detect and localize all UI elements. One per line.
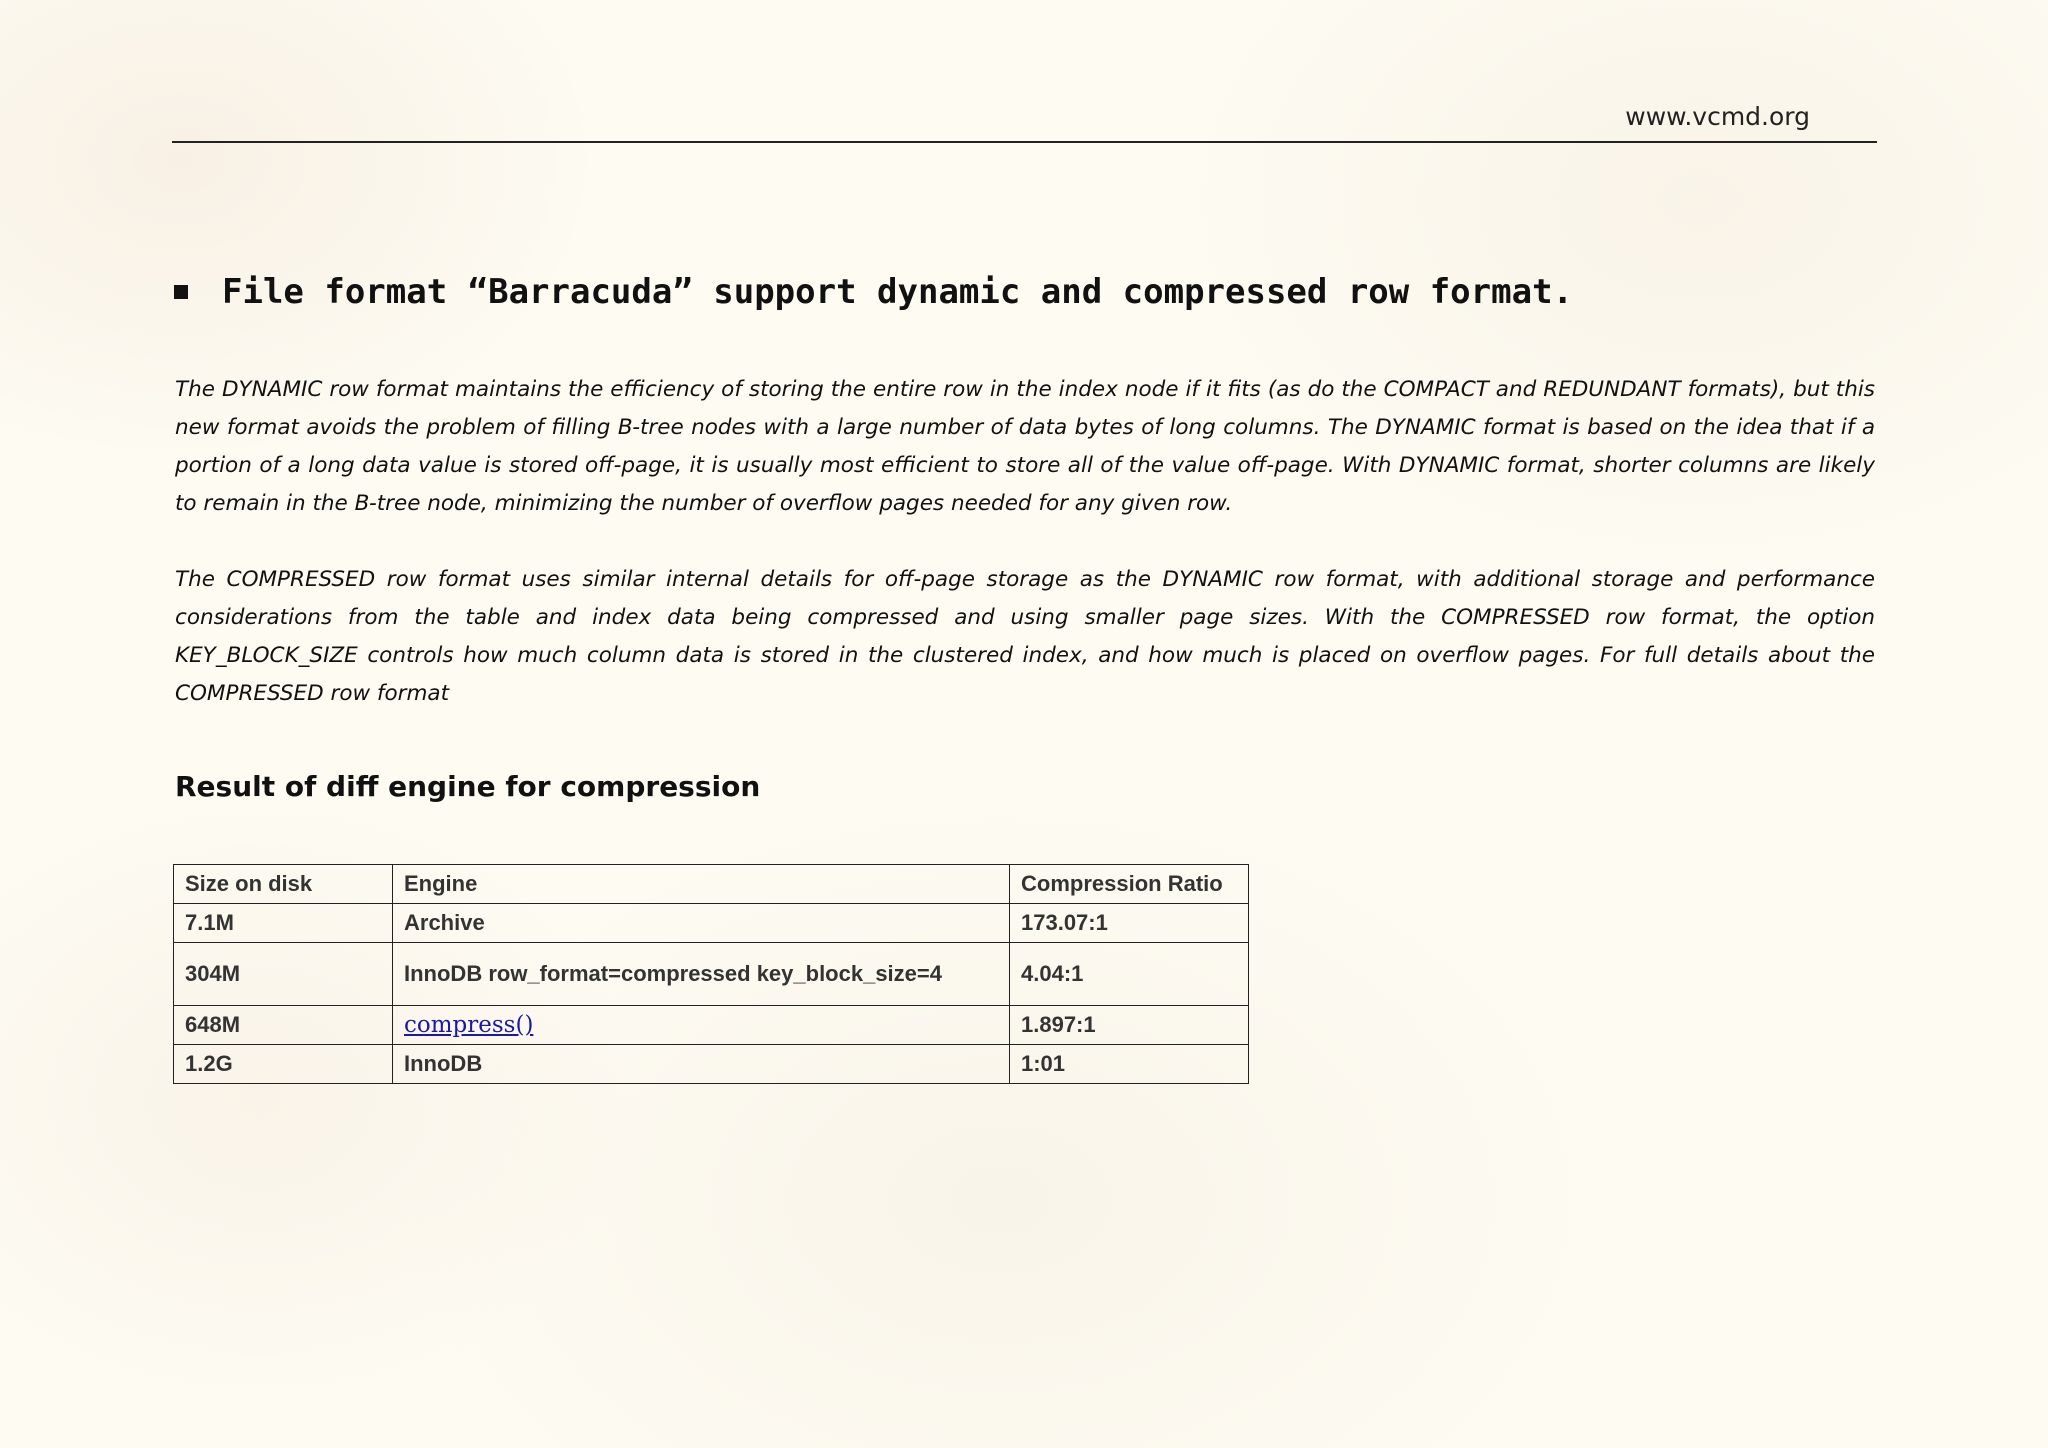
cell-ratio: 1.897:1	[1010, 1006, 1249, 1045]
cell-size: 304M	[174, 943, 393, 1006]
cell-engine: InnoDB	[393, 1045, 1010, 1084]
table-row	[174, 943, 1249, 1006]
cell-engine: InnoDB row_format=compressed key_block_size=4	[393, 943, 1010, 1006]
section-heading: Result of diff engine for compression	[175, 770, 761, 803]
paragraph-dynamic-format: The DYNAMIC row format maintains the efficiency of storing the entire row in the index node if it fits (as do the COMPACT and REDUNDANT formats), but this new format avoids the problem of filling B-tree nodes with a large number of data bytes of long columns. The DYNAMIC format is based on the idea that if a portion of a long data value is stored off-page, it is usually most efficient to store all of the value off-page. With DYNAMIC format, shorter columns are likely to remain in the B-tree node, minimizing the number of overflow pages needed for any given row.	[175, 377, 1875, 516]
square-bullet-icon	[174, 285, 188, 299]
slide-title	[174, 272, 1573, 312]
cell-size: 648M	[174, 1006, 393, 1045]
header-url: www.vcmd.org	[1625, 102, 1810, 131]
paragraph-compressed-format: The COMPRESSED row format uses similar internal details for off-page storage as the DYNAMIC row format, with additional storage and performance considerations from the table and index data being compressed and using smaller page sizes. With the COMPRESSED row format, the option KEY_BLOCK_SIZE controls how much column data is stored in the clustered index, and how much is placed on overflow pages. For full details about the COMPRESSED row format	[175, 567, 1875, 706]
compress-function-link[interactable]: compress()	[404, 1012, 534, 1038]
column-header-engine: Engine	[393, 865, 1010, 904]
table-row	[174, 1045, 1249, 1084]
cell-ratio: 1:01	[1010, 1045, 1249, 1084]
column-header-ratio: Compression Ratio	[1010, 865, 1249, 904]
cell-size: 7.1M	[174, 904, 393, 943]
compression-results-table	[173, 864, 1249, 1084]
cell-engine: Archive	[393, 904, 1010, 943]
column-header-size: Size on disk	[174, 865, 393, 904]
table-header-row	[174, 865, 1249, 904]
cell-ratio: 4.04:1	[1010, 943, 1249, 1006]
slide-title-text: File format “Barracuda” support dynamic and compressed row format.	[222, 272, 1574, 312]
table-row	[174, 1006, 1249, 1045]
table-row	[174, 904, 1249, 943]
header-divider	[172, 141, 1877, 143]
cell-engine	[393, 1006, 1010, 1045]
cell-ratio: 173.07:1	[1010, 904, 1249, 943]
cell-size: 1.2G	[174, 1045, 393, 1084]
